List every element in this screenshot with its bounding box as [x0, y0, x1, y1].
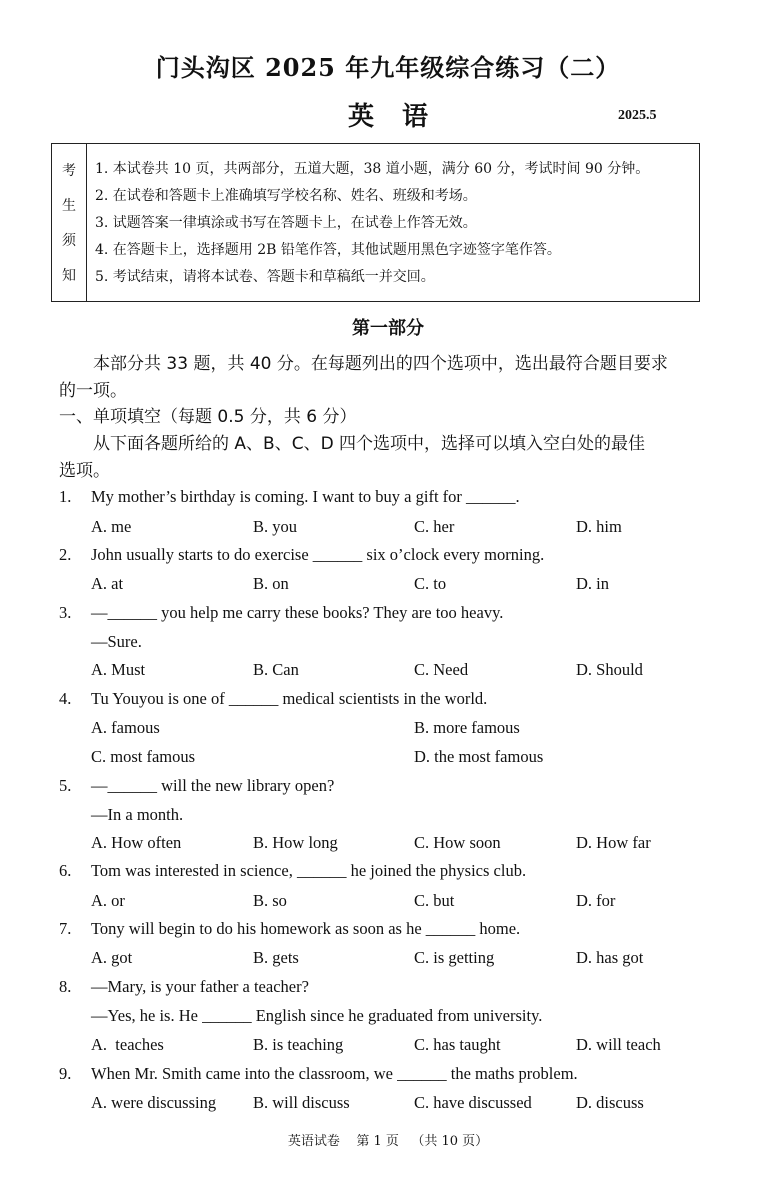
- option-a[interactable]: A. were discussing: [91, 1093, 217, 1112]
- exam-date: 2025.5: [618, 108, 657, 123]
- page-footer: 英语试卷 第 1 页 （共 10 页）: [287, 1134, 489, 1149]
- question-text: Tom was interested in science, ______ he joined the physics club.: [91, 861, 527, 880]
- option-d[interactable]: D. the most famous: [414, 747, 544, 766]
- option-b[interactable]: B. will discuss: [253, 1093, 350, 1112]
- notice-label-char: 考: [62, 162, 76, 179]
- option-c[interactable]: C. her: [414, 517, 455, 536]
- part-intro-cont: 的一项。: [59, 381, 127, 401]
- question-stem: [59, 1064, 578, 1084]
- question-stem: [59, 689, 487, 709]
- option-d[interactable]: D. How far: [576, 833, 651, 852]
- option-b[interactable]: B. How long: [253, 833, 338, 852]
- option-c[interactable]: C. Need: [414, 660, 469, 679]
- option-c[interactable]: C. to: [414, 574, 447, 593]
- question-stem: [59, 919, 520, 939]
- option-a[interactable]: A. got: [91, 948, 133, 967]
- question-text: —Mary, is your father a teacher?: [91, 977, 309, 996]
- part-title: 第一部分: [352, 318, 424, 339]
- question-number: 5.: [59, 776, 72, 795]
- option-d[interactable]: D. Should: [576, 660, 643, 679]
- option-b[interactable]: B. is teaching: [253, 1035, 344, 1054]
- question-number: 9.: [59, 1064, 72, 1083]
- question-stem: [59, 545, 544, 565]
- option-b[interactable]: B. more famous: [414, 718, 520, 737]
- section-instruction: 从下面各题所给的 A、B、C、D 四个选项中，选择可以填入空白处的最佳: [93, 434, 646, 454]
- option-a[interactable]: A. teaches: [91, 1035, 164, 1054]
- option-c[interactable]: C. is getting: [414, 948, 495, 967]
- part-intro: 本部分共 33 题，共 40 分。在每题列出的四个选项中，选出最符合题目要求: [93, 354, 668, 374]
- option-a[interactable]: A. famous: [91, 718, 160, 737]
- option-c[interactable]: C. has taught: [414, 1035, 501, 1054]
- question-number: 7.: [59, 919, 72, 938]
- option-d[interactable]: D. for: [576, 891, 616, 910]
- question-stem: [59, 977, 309, 997]
- notice-list: [87, 144, 699, 301]
- notice-item: 2. 在试卷和答题卡上准确填写学校名称、姓名、班级和考场。: [95, 188, 477, 204]
- question-text: When Mr. Smith came into the classroom, we ______ the maths problem.: [91, 1064, 578, 1083]
- section-title: 一、单项填空（每题 0.5 分，共 6 分）: [59, 407, 357, 427]
- question-stem: [59, 487, 520, 507]
- option-a[interactable]: A. How often: [91, 833, 182, 852]
- notice-label-char: 须: [62, 233, 76, 250]
- option-d[interactable]: D. has got: [576, 948, 644, 967]
- subject-title: 英语: [347, 102, 456, 132]
- option-b[interactable]: B. Can: [253, 660, 299, 679]
- question-text: My mother’s birthday is coming. I want to buy a gift for ______.: [91, 487, 520, 506]
- question-stem: [59, 776, 334, 796]
- question-text: —______ you help me carry these books? They are too heavy.: [91, 603, 504, 622]
- question-number: 4.: [59, 689, 72, 708]
- question-number: 8.: [59, 977, 72, 996]
- notice-item: 5. 考试结束，请将本试卷、答题卡和草稿纸一并交回。: [95, 269, 435, 285]
- option-d[interactable]: D. him: [576, 517, 622, 536]
- question-text-line: —Yes, he is. He ______ English since he graduated from university.: [91, 1006, 543, 1025]
- option-b[interactable]: B. on: [253, 574, 289, 593]
- question-text: Tony will begin to do his homework as soon as he ______ home.: [91, 919, 521, 938]
- question-text-line: —In a month.: [91, 805, 184, 824]
- option-b[interactable]: B. so: [253, 891, 287, 910]
- question-text: —______ will the new library open?: [91, 776, 335, 795]
- question-number: 2.: [59, 545, 72, 564]
- notice-label-char: 知: [62, 268, 76, 285]
- notice-item: 3. 试题答案一律填涂或书写在答题卡上，在试卷上作答无效。: [95, 215, 477, 231]
- notice-item: 1. 本试卷共 10 页，共两部分，五道大题，38 道小题，满分 60 分，考试时间 90 分钟。: [95, 161, 650, 177]
- option-a[interactable]: A. at: [91, 574, 124, 593]
- option-a[interactable]: A. me: [91, 517, 132, 536]
- option-a[interactable]: A. Must: [91, 660, 146, 679]
- question-number: 6.: [59, 861, 72, 880]
- question-stem: [59, 861, 526, 881]
- notice-label: [52, 144, 87, 301]
- question-text: Tu Youyou is one of ______ medical scientists in the world.: [91, 689, 488, 708]
- option-c[interactable]: C. have discussed: [414, 1093, 532, 1112]
- exam-title: 门头沟区 2025 年九年级综合练习（二）: [155, 53, 621, 82]
- option-d[interactable]: D. in: [576, 574, 609, 593]
- notice-item: 4. 在答题卡上，选择题用 2B 铅笔作答，其他试题用黑色字迹签字笔作答。: [95, 242, 561, 258]
- option-d[interactable]: D. will teach: [576, 1035, 661, 1054]
- notice-label-char: 生: [62, 197, 76, 214]
- question-number: 1.: [59, 487, 72, 506]
- option-d[interactable]: D. discuss: [576, 1093, 644, 1112]
- option-a[interactable]: A. or: [91, 891, 125, 910]
- question-text: John usually starts to do exercise ______ six o’clock every morning.: [91, 545, 545, 564]
- section-instruction-cont: 选项。: [59, 461, 110, 481]
- option-c[interactable]: C. most famous: [91, 747, 196, 766]
- option-c[interactable]: C. but: [414, 891, 455, 910]
- option-c[interactable]: C. How soon: [414, 833, 501, 852]
- question-stem: [59, 603, 503, 623]
- option-b[interactable]: B. you: [253, 517, 298, 536]
- question-text-line: —Sure.: [91, 632, 142, 651]
- notice-box: [51, 143, 700, 302]
- option-b[interactable]: B. gets: [253, 948, 299, 967]
- question-number: 3.: [59, 603, 72, 622]
